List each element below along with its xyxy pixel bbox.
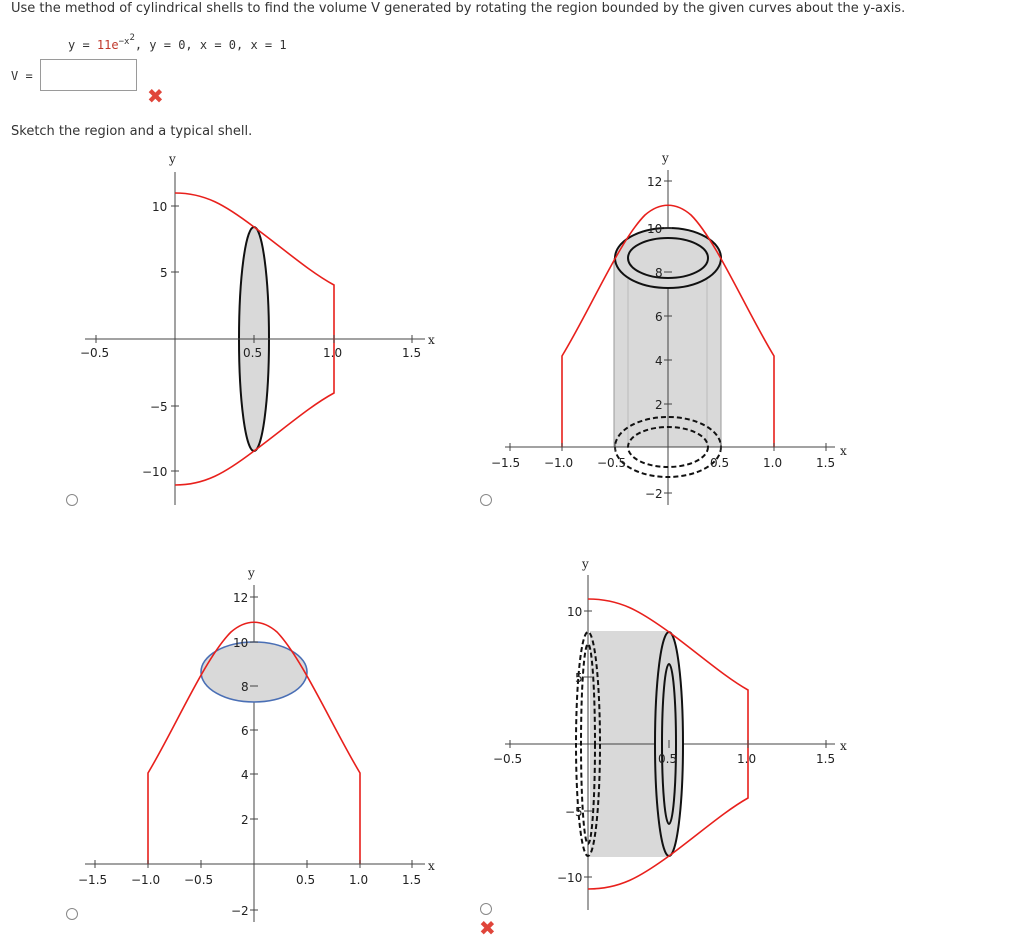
y-tick: 4: [241, 768, 249, 782]
question-prompt: Use the method of cylindrical shells to find the volume V generated by rotating the region bounded by the given curves about the y-axis.: [11, 1, 906, 16]
x-mark-icon: ✖: [479, 916, 496, 940]
x-tick: −1.0: [131, 873, 161, 887]
given-curves: [68, 33, 287, 52]
curve-prefix: y =: [68, 38, 97, 52]
y-tick: −5: [565, 805, 583, 819]
x-tick: 0.5: [296, 873, 316, 887]
y-tick: −5: [150, 400, 168, 414]
radio-choice-d[interactable]: [480, 903, 492, 915]
curve-1-exponent-2: 2: [129, 33, 135, 43]
radio-choice-a[interactable]: [66, 494, 78, 506]
y-tick: 6: [241, 724, 249, 738]
graph-choice-d: [490, 555, 860, 915]
x-tick: −0.5: [597, 456, 627, 470]
y-tick: −10: [557, 871, 583, 885]
y-tick: −2: [645, 487, 663, 501]
x-tick: 0.5: [710, 456, 730, 470]
answer-label: V =: [11, 69, 33, 83]
x-tick: −1.5: [78, 873, 108, 887]
y-axis-label: y: [248, 566, 255, 580]
y-axis-label: y: [169, 152, 176, 166]
y-tick: 10: [567, 605, 583, 619]
x-tick: 0.5: [243, 346, 263, 360]
radio-choice-b[interactable]: [480, 494, 492, 506]
x-tick: −1.0: [544, 456, 574, 470]
y-tick: 12: [233, 591, 249, 605]
x-mark-icon: ✖: [147, 84, 164, 108]
y-tick: 8: [655, 266, 663, 280]
volume-answer-input[interactable]: [40, 59, 137, 91]
graph-choice-b: [490, 145, 860, 510]
x-tick: 1.5: [402, 873, 422, 887]
y-tick: 2: [655, 398, 663, 412]
curve-rest: , y = 0, x = 0, x = 1: [134, 38, 287, 52]
x-tick: −0.5: [80, 346, 110, 360]
graph-choice-a: [60, 145, 440, 510]
x-axis-label: x: [428, 333, 435, 347]
x-tick: 1.0: [763, 456, 783, 470]
x-tick: 1.0: [737, 752, 757, 766]
y-tick: 10: [152, 200, 168, 214]
x-tick: 1.5: [402, 346, 422, 360]
x-tick: 1.0: [323, 346, 343, 360]
x-axis-label: x: [840, 739, 847, 753]
sketch-prompt: Sketch the region and a typical shell.: [11, 124, 253, 139]
x-tick: 1.0: [349, 873, 369, 887]
x-tick: −1.5: [491, 456, 521, 470]
y-tick: 2: [241, 813, 249, 827]
x-tick: −0.5: [493, 752, 523, 766]
x-axis-label: x: [428, 859, 435, 873]
y-tick: 4: [655, 354, 663, 368]
y-axis-label: y: [662, 151, 669, 165]
x-axis-label: x: [840, 444, 847, 458]
y-tick: 6: [655, 310, 663, 324]
radio-choice-c[interactable]: [66, 908, 78, 920]
x-tick: −0.5: [184, 873, 214, 887]
y-tick: −10: [142, 465, 168, 479]
y-tick: −2: [231, 904, 249, 918]
curve-1: 11e: [96, 38, 119, 52]
x-tick: 1.5: [816, 456, 836, 470]
y-tick: 12: [647, 175, 663, 189]
curve-1-exponent: −x: [118, 37, 130, 47]
x-tick: 0.5: [658, 752, 678, 766]
y-tick: 8: [241, 680, 249, 694]
y-tick: 5: [575, 671, 583, 685]
y-axis-label: y: [582, 557, 589, 571]
y-tick: 10: [647, 222, 663, 236]
y-tick: 10: [233, 636, 249, 650]
x-tick: 1.5: [816, 752, 836, 766]
y-tick: 5: [160, 266, 168, 280]
graph-choice-c: [70, 560, 450, 925]
